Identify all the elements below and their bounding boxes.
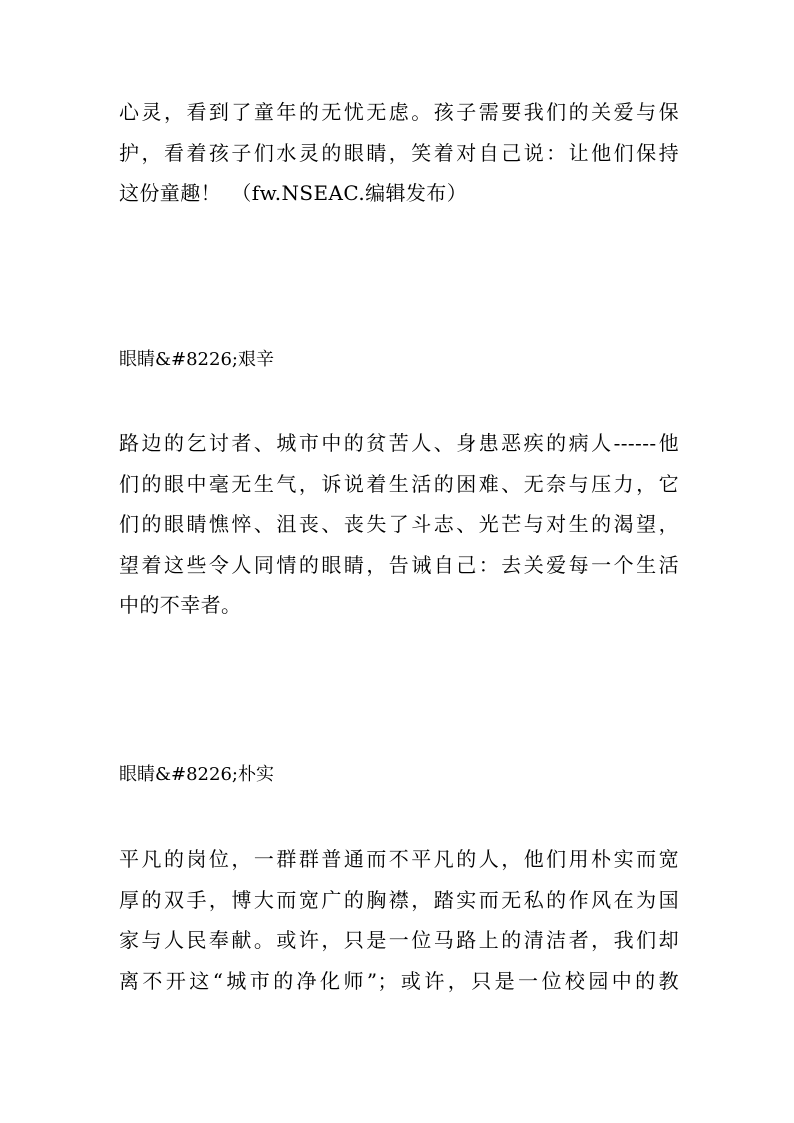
text-line: 这份童趣！ （fw.NSEAC.编辑发布） — [119, 181, 468, 205]
text-line: 离不开这“城市的净化师”；或许，只是一位校园中的教 — [119, 968, 679, 993]
text-line: 路边的乞讨者、城市中的贫苦人、身患恶疾的病人------他 — [119, 431, 679, 455]
section-heading-simplicity: 眼睛&#8226;朴实 — [119, 764, 274, 785]
text-line: 望着这些令人同情的眼睛，告诫自己：去关爱每一个生活 — [119, 552, 679, 577]
text-line: 平凡的岗位，一群群普通而不平凡的人，他们用朴实而宽 — [119, 847, 679, 871]
section-heading-hardship: 眼睛&#8226;艰辛 — [119, 349, 274, 370]
simplicity-paragraph — [119, 839, 679, 1001]
text-line: 们的眼睛憔悴、沮丧、丧失了斗志、光芒与对生的渴望， — [119, 512, 679, 536]
text-line: 护，看着孩子们水灵的眼睛，笑着对自己说：让他们保持 — [119, 140, 679, 165]
intro-paragraph — [119, 92, 679, 214]
text-line: 们的眼中毫无生气，诉说着生活的困难、无奈与压力，它 — [119, 471, 679, 496]
hardship-paragraph — [119, 423, 679, 626]
text-line: 心灵，看到了童年的无忧无虑。孩子需要我们的关爱与保 — [119, 100, 679, 124]
text-line: 家与人民奉献。或许，只是一位马路上的清洁者，我们却 — [119, 928, 679, 952]
text-line: 厚的双手，博大而宽广的胸襟，踏实而无私的作风在为国 — [119, 887, 679, 912]
text-line: 中的不幸者。 — [119, 593, 242, 617]
